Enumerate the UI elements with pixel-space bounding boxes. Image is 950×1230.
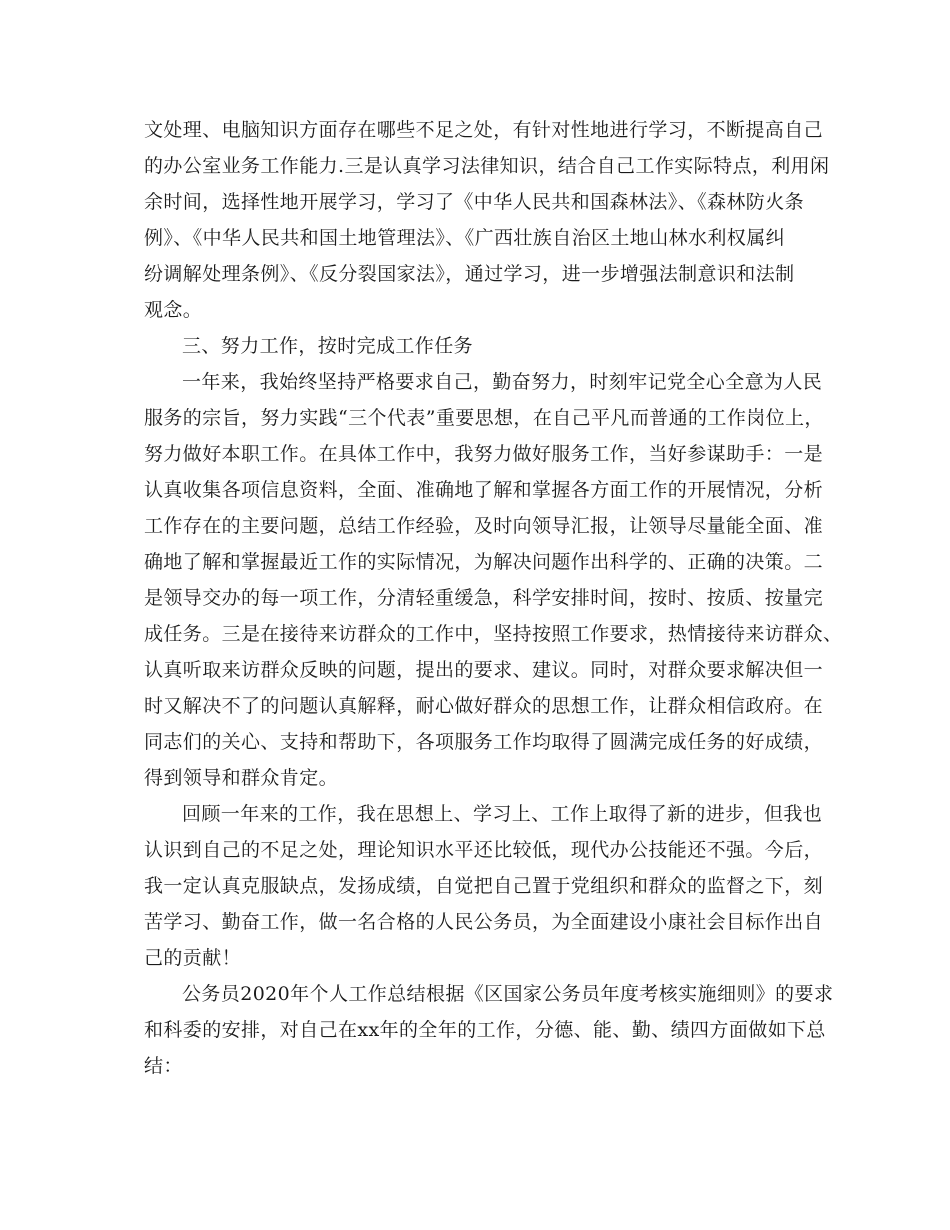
text-line: 努力做好本职工作。在具体工作中，我努力做好服务工作，当好参谋助手：一是: [144, 443, 824, 465]
paragraph-study: [144, 112, 830, 328]
text-line: 同志们的关心、支持和帮助下，各项服务工作均取得了圆满完成任务的好成绩，: [144, 731, 824, 753]
text-line: 认真听取来访群众反映的问题，提出的要求、建议。同时，对群众要求解决但一: [144, 659, 824, 681]
text-line: 纷调解处理条例》、《反分裂国家法》，通过学习，进一步增强法制意识和法制: [144, 263, 795, 285]
section-heading: 三、努力工作，按时完成工作任务: [182, 335, 474, 357]
text-line: 和科委的安排，对自己在xx年的全年的工作，分德、能、勤、绩四方面做如下总: [144, 1019, 826, 1041]
text-line: 一年来，我始终坚持严格要求自己，勤奋努力，时刻牢记党全心全意为人民: [182, 371, 823, 393]
text-line: 是领导交办的每一项工作，分清轻重缓急，科学安排时间，按时、按质、按量完: [144, 587, 824, 609]
text-line: 文处理、电脑知识方面存在哪些不足之处，有针对性地进行学习，不断提高自己: [144, 119, 824, 141]
text-line: 余时间，选择性地开展学习，学习了《中华人民共和国森林法》、《森林防火条: [144, 191, 805, 213]
text-line: 成任务。三是在接待来访群众的工作中，坚持按照工作要求，热情接待来访群众、: [144, 623, 843, 645]
text-line: 认真收集各项信息资料，全面、准确地了解和掌握各方面工作的开展情况，分析: [144, 479, 824, 501]
text-line: 时又解决不了的问题认真解释，耐心做好群众的思想工作，让群众相信政府。在: [144, 695, 824, 717]
text-line: 服务的宗旨，努力实践“三个代表”重要思想，在自己平凡而普通的工作岗位上，: [144, 407, 824, 429]
text-line: 苦学习、勤奋工作，做一名合格的人民公务员，为全面建设小康社会目标作出自: [144, 911, 824, 933]
document-body: [144, 112, 843, 1084]
paragraph-work: [144, 364, 843, 796]
text-line: 我一定认真克服缺点，发扬成绩，自觉把自己置于党组织和群众的监督之下，刻: [144, 875, 824, 897]
text-line: 公务员2020年个人工作总结根据《区国家公务员年度考核实施细则》的要求: [182, 983, 834, 1005]
text-line: 认识到自己的不足之处，理论知识水平还比较低，现代办公技能还不强。今后，: [144, 839, 824, 861]
text-line: 得到领导和群众肯定。: [144, 767, 339, 789]
text-line: 工作存在的主要问题，总结工作经验，及时向领导汇报，让领导尽量能全面、准: [144, 515, 824, 537]
text-line: 确地了解和掌握最近工作的实际情况，为解决问题作出科学的、正确的决策。二: [144, 551, 824, 573]
paragraph-review: [144, 796, 824, 976]
paragraph-summary-intro: [144, 976, 834, 1084]
text-line: 例》、《中华人民共和国土地管理法》、《广西壮族自治区土地山林水利权属纠: [144, 227, 786, 249]
text-line: 己的贡献！: [144, 947, 242, 969]
text-line: 的办公室业务工作能力.三是认真学习法律知识，结合自己工作实际特点，利用闲: [144, 155, 830, 177]
text-line: 观念。: [144, 299, 203, 321]
text-line: 结：: [144, 1055, 183, 1077]
text-line: 回顾一年来的工作，我在思想上、学习上、工作上取得了新的进步，但我也: [182, 803, 823, 825]
